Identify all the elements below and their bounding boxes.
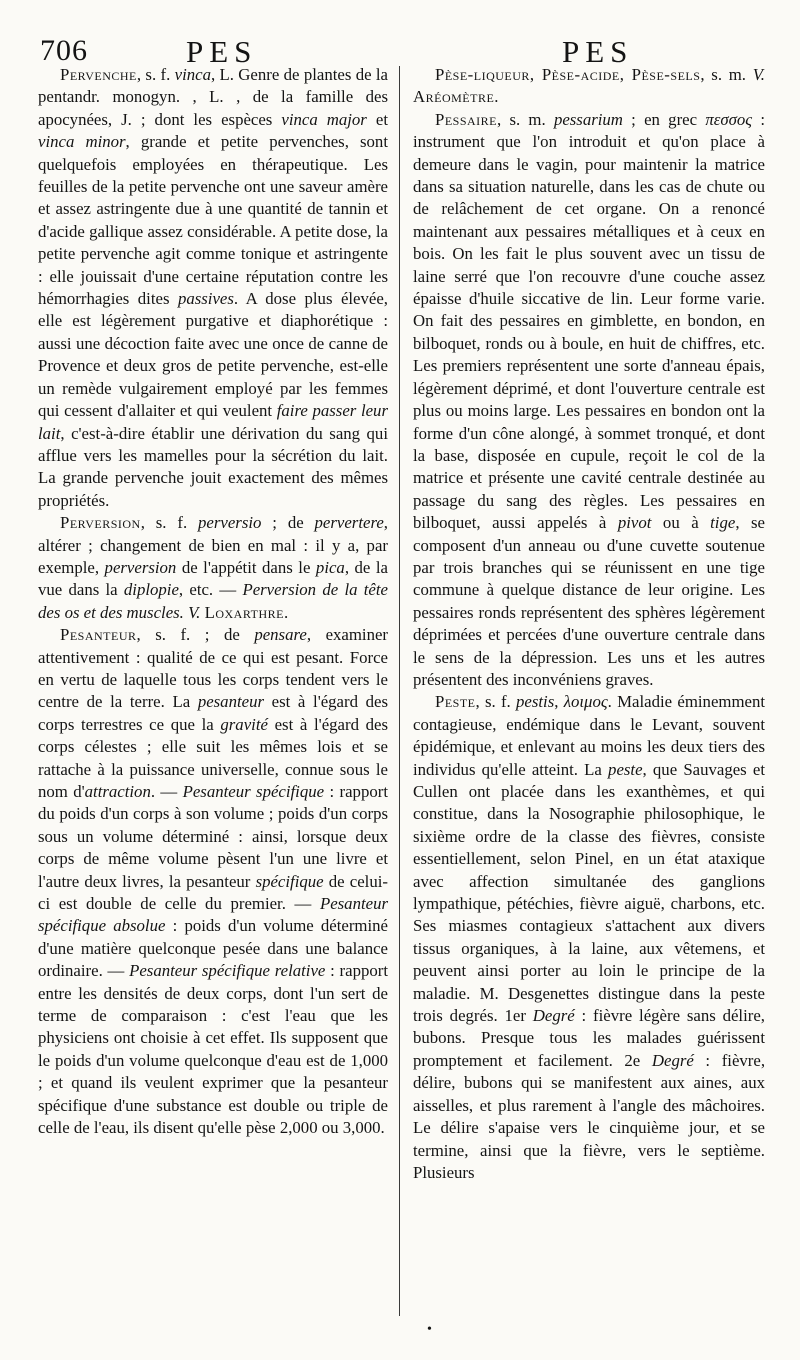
greek-name: πεσσος — [705, 109, 753, 129]
emphasis-text: attraction — [84, 782, 151, 801]
species-name: vinca major — [281, 109, 367, 129]
left-column — [38, 64, 388, 1140]
emphasis-text: passives — [177, 289, 234, 309]
species-name: vinca minor — [38, 132, 126, 152]
emphasis-text: Degré — [532, 1006, 575, 1026]
emphasis-text: pervertere — [314, 513, 384, 533]
running-head-left: PES — [186, 34, 258, 69]
emphasis-text: faire passer leur lait — [38, 401, 388, 443]
running-head-right: PES — [562, 34, 634, 69]
emphasis-text: tige — [710, 513, 736, 533]
see-marker: V. — [188, 602, 201, 622]
emphasis-text: spécifique — [255, 871, 324, 891]
subentry-phrase: Pesanteur spécifique — [182, 782, 325, 801]
latin-name: pestis — [516, 692, 555, 712]
greek-name: λοιμος — [563, 692, 608, 712]
see-marker: V. — [752, 65, 765, 84]
entry-term: Pervenche — [60, 65, 137, 84]
latin-name: perversio — [198, 513, 262, 533]
entry-pese: Pèse-liqueur, Pèse-acide, Pèse-sels, s. m. V. Aréomètre. — [413, 65, 765, 107]
emphasis-text: Degré — [651, 1050, 694, 1070]
column-divider — [399, 66, 400, 1316]
entry-term: Pesanteur — [60, 625, 137, 645]
emphasis-text: pivot — [617, 513, 652, 533]
subentry-phrase: Pesanteur spécifique absolue — [38, 894, 388, 936]
end-mark: • — [427, 1322, 432, 1337]
entry-term: Perversion — [60, 513, 141, 533]
emphasis-text: peste — [608, 759, 643, 779]
entry-term: Peste — [435, 692, 476, 712]
emphasis-text: pesanteur — [197, 692, 264, 712]
emphasis-text: perversion — [104, 557, 177, 577]
emphasis-text: diplopie — [123, 580, 179, 600]
entry-term: Pessaire — [435, 109, 498, 129]
right-column — [413, 64, 765, 1184]
subentry-phrase: Perversion de la tête des os et des muscles. — [38, 580, 388, 622]
latin-name: pessarium — [553, 109, 623, 129]
entry-pesanteur: Pesanteur, s. f. ; de pensare, examiner attentivement : qualité de ce qui est pesant. Force en vertu de laquelle tous les corps tendent vers le centre de la terre. La pesanteur est à l'égard des corps terrestres ce que la gravité est à l'égard des corps célestes ; elle suit les mêmes lois et se rattache à la puissance universelle, connue sous le nom d'attraction. — Pesanteur spécifique : rapport du poids d'un corps à son volume ; poids d'un corps sous un volume déterminé : ainsi, lorsque deux corps de même volume pèsent l'un une livre et l'autre deux livres, la pesanteur spécifique de celui-ci est double de celle du premier. — Pesanteur spécifique absolue : poids d'un volume déterminé d'une matière quelconque pesée dans une balance ordinaire. — Pesanteur spécifique relative : rapport entre les densités de deux corps, dont l'un sert de terme de comparaison : c'est l'eau que les physiciens ont choisie à cet effet. Ils supposent que le poids d'un volume quelconque d'eau est de 1,000 ; et quand ils veulent exprimer que la pesanteur spécifique d'une substance est double ou triple de celle de l'eau, ils disent qu'elle pèse 2,000 ou 3,000. — [38, 625, 389, 1138]
emphasis-text: pica — [315, 557, 345, 577]
emphasis-text: gravité — [220, 714, 268, 734]
entry-peste: Peste, s. f. pestis, λοιμος. Maladie éminemment contagieuse, endémique dans le Levant, souvent épidémique, et enlevant au moins les deux tiers des individus qu'elle atteint. La peste, que Sauvages et Cullen ont placée dans les exanthèmes, et qui constitue, dans la Nosographie philosophique, le sixième ordre de la classe des fièvres, consiste essentiellement, selon Pinel, en un état ataxique avec affection simultanée des ganglions lympathique, pétéchies, fièvre aiguë, charbons, etc. Ses miasmes contagieux s'attachent aux divers tissus organiques, à la laine, aux vêtemens, et peuvent ainsi porter au loin le principe de la maladie. M. Desgenettes distingue dans la peste trois degrés. 1er Degré : fièvre légère sans délire, bubons. Presque tous les malades guérissent promptement et facilement. 2e Degré : fièvre, délire, bubons qui se manifestent aux aines, aux aisselles, et plus rarement à l'angle des mâchoires. Le délire s'apaise vers le cinquième jour, et se termine, ainsi que la fièvre, vers le septième. Plusieurs — [413, 692, 766, 1182]
entry-pessaire: Pessaire, s. m. pessarium ; en grec πεσσος : instrument que l'on introduit et qu'on place à demeure dans le vagin, pour maintenir la matrice dans sa situation naturelle, dans les cas de chute ou de relâchement de cet organe. On a renoncé maintenant aux pessaires métalliques et à ceux en bois. On les fait le plus souvent avec un tissu de laine serré que l'on recouvre d'une couche assez épaisse d'huile siccative de lin. Leur forme varie. On fait des pessaires en gimblette, en bondon, en bilboquet, ronds ou à boule, en huit de chiffres, etc. Les premiers représentent une sorte d'anneau épais, légèrement déprimé, et dont l'ouverture centrale est plus ou moins large. Les pessaires en bondon ont la forme d'un cône alongé, à sommet tronqué, et dont la base, disposée en cupule, reçoit le col de la matrice et présente une cavité centrale destinée au passage du sang des règles. Les pessaires en bilboquet, aussi appelés à pivot ou à tige, se composent d'un anneau ou d'une cuvette soutenue par trois branches qui se réunissent en une tige commune à quelque distance de leur origine. Les pessaires ronds représentent des sphères légèrement déprimées et percées d'une ouverture centrale dans le sens de la dépression. Les uns et les autres présentent des inconvéniens graves. — [413, 109, 766, 689]
latin-name: pensare — [254, 625, 307, 645]
entry-perversion: Perversion, s. f. perversio ; de pervertere, altérer ; changement de bien en mal : il y a, par exemple, perversion de l'appétit dans le pica, de la vue dans la diplopie, etc. — Perversion de la tête des os et des muscles. V. Loxarthre. — [38, 513, 388, 622]
page-number: 706 — [40, 34, 88, 67]
latin-name: vinca — [174, 65, 211, 84]
entry-pervenche: Pervenche, s. f. vinca, L. Genre de plantes de la pentandr. monogyn. , L. , de la famille des apocynées, J. ; dont les espèces vinca major et vinca minor, grande et petite pervenches, sont quelquefois employées en thérapeutique. Les feuilles de la petite pervenche ont une saveur amère et assez astringente due à une quantité de tannin et d'acide gallique assez considérable. A petite dose, la petite pervenche agit comme tonique et astringente : elle jouissait d'une certaine réputation contre les hémorrhagies dites passives. A dose plus élevée, elle est légèrement purgative et diaphorétique : aussi une décoction faite avec une once de canne de Provence et deux gros de petite pervenche, est-elle un remède vulgairement employé par les femmes qui cessent d'allaiter et qui veulent faire passer leur lait, c'est-à-dire établir une dérivation du sang qui afflue vers les mamelles pour la sécrétion du lait. La grande pervenche jouit exactement des mêmes propriétés. — [38, 65, 388, 510]
cross-reference: Aréomètre — [413, 87, 495, 107]
subentry-phrase: Pesanteur spécifique relative — [129, 961, 326, 981]
cross-reference: Loxarthre — [204, 602, 284, 622]
entry-term: Pèse-liqueur, Pèse-acide, Pèse-sels — [435, 65, 701, 84]
